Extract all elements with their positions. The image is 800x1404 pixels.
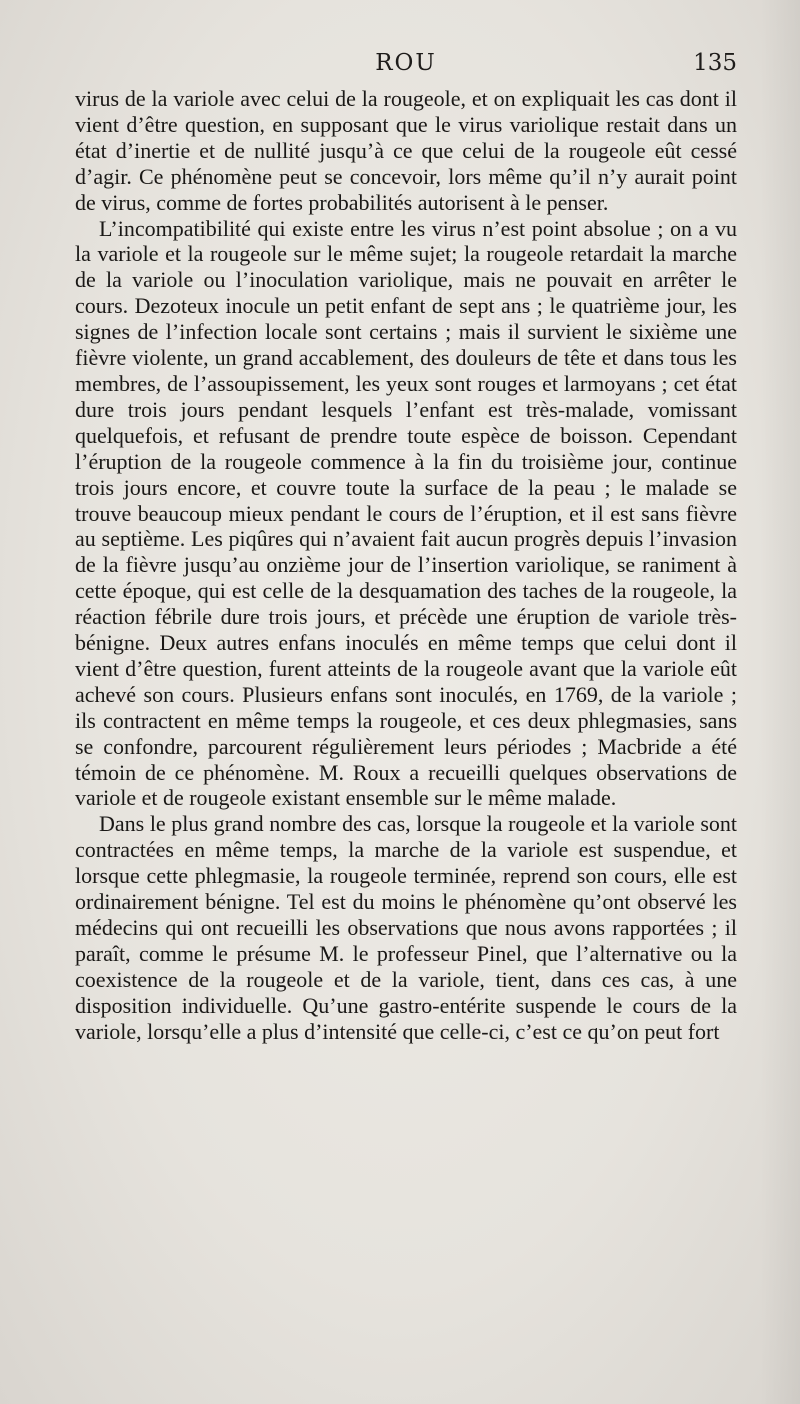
page-edge-shadow [760,0,800,1404]
running-head: ROU [375,50,437,76]
paragraph-2: L’incompatibilité qui existe entre les virus n’est point absolue ; on a vu la variole et la rougeole sur le même sujet; la rougeole retardait la marche de la variole ou l’inoculation variolique, mais ne pouvait en arrêter le cours. Dezoteux inocule un petit enfant de sept ans ; le quatrième jour, les signes de l’infection locale sont certains ; mais il survient le sixième une fièvre violente, un grand accablement, des douleurs de tête et dans tous les membres, de l’assoupissement, les yeux sont rouges et larmoyans ; cet état dure trois jours pendant lesquels l’enfant est très-malade, vomissant quelquefois, et refusant de prendre toute espèce de boisson. Cependant l’éruption de la rougeole commence à la fin du troisième jour, continue trois jours encore, et couvre toute la surface de la peau ; le malade se trouve beaucoup mieux pendant le cours de l’éruption, et il est sans fièvre au septième. Les piqûres qui n’avaient fait aucun progrès depuis l’invasion de la fièvre jusqu’au onzième jour de l’insertion variolique, se raniment à cette époque, qui est celle de la desquamation des taches de la rougeole, la réaction fébrile dure trois jours, et précède une éruption de variole très-bénigne. Deux autres enfans inoculés en même temps que celui dont il vient d’être question, furent atteints de la rougeole avant que la variole eût achevé son cours. Plusieurs enfans sont inoculés, en 1769, de la variole ; ils contractent en même temps la rougeole, et ces deux phlegmasies, sans se confondre, parcourent régulièrement leurs périodes ; Macbride a été témoin de ce phénomène. M. Roux a recueilli quelques observations de variole et de rougeole existant ensemble sur le même malade. [75,215,737,811]
page-number: 135 [693,50,737,76]
paragraph-1: virus de la variole avec celui de la rougeole, et on expliquait les cas dont il vient d’être question, en supposant que le virus variolique restait dans un état d’inertie et de nullité jusqu’à ce que celui de la rougeole eût cessé d’agir. Ce phénomène peut se concevoir, lors même qu’il n’y aurait point de virus, comme de fortes probabilités autorisent à le penser. [75,86,737,215]
paragraph-3: Dans le plus grand nombre des cas, lorsque la rougeole et la variole sont contractées en même temps, la marche de la variole est suspendue, et lorsque cette phlegmasie, la rougeole terminée, reprend son cours, elle est ordinairement bénigne. Tel est du moins le phénomène qu’ont observé les médecins qui ont recueilli les observations que nous avons rapportées ; il paraît, comme le présume M. le professeur Pinel, que l’alternative ou la coexistence de la rougeole et de la variole, tient, dans ces cas, à une disposition individuelle. Qu’une gastro-entérite suspende le cours de la variole, lorsqu’elle a plus d’intensité que celle-ci, c’est ce qu’on peut fort [75,811,737,1044]
page-header [75,50,737,84]
body-text [75,86,737,1045]
